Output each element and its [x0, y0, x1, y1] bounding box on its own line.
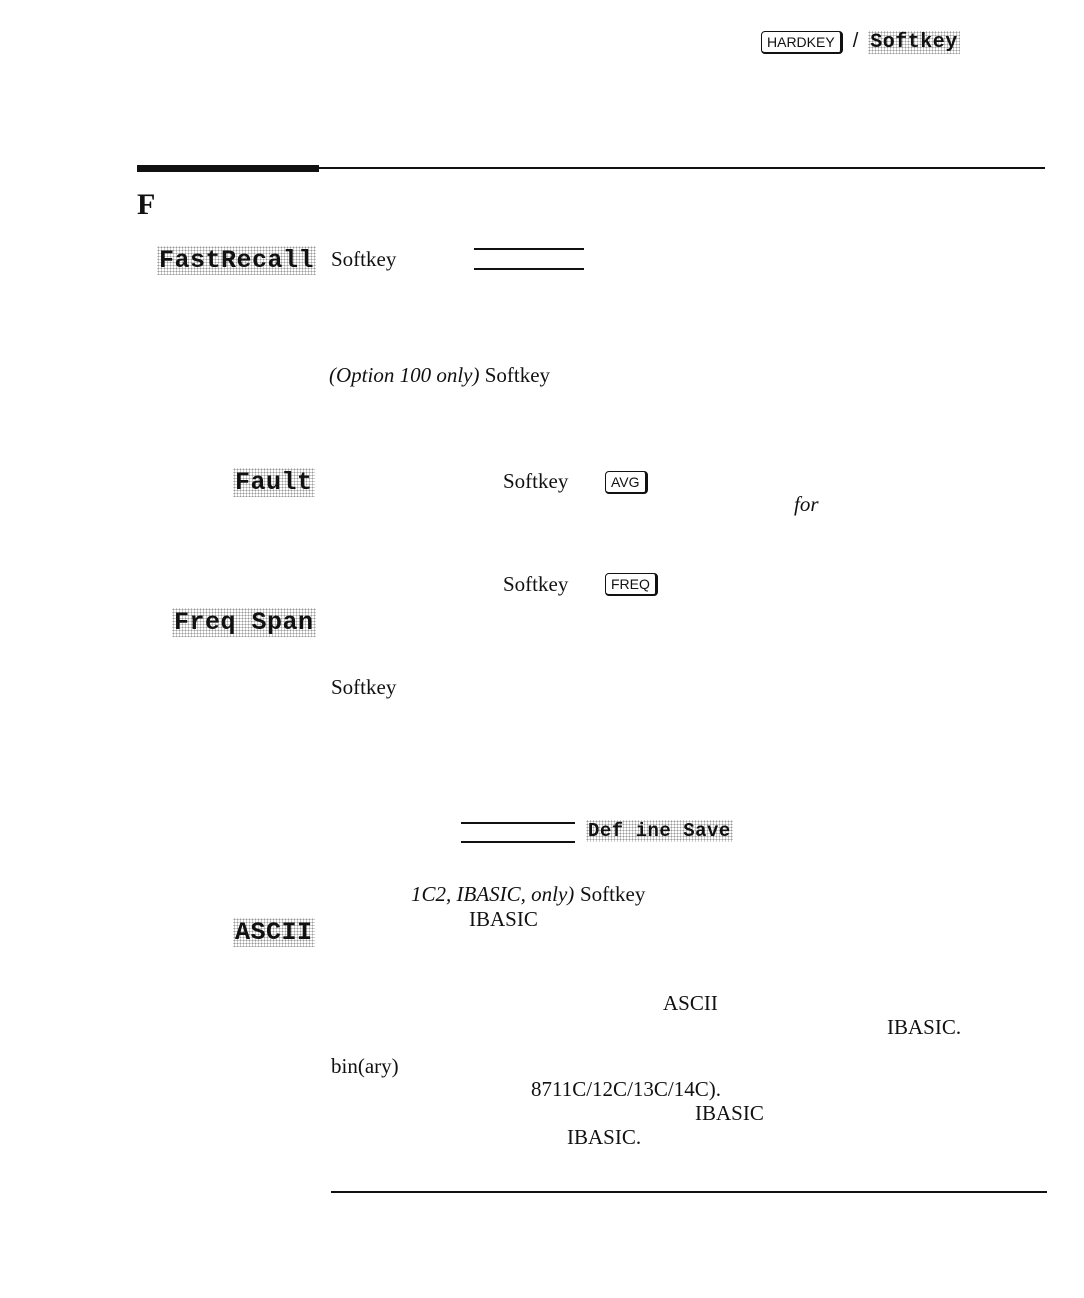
section-rule-thin [319, 167, 1045, 169]
section-rule-thick [137, 165, 319, 172]
hardkey-avg: AVG [605, 471, 648, 494]
softkey-box-top [474, 248, 584, 250]
ibasic-word-2: IBASIC. [887, 1015, 962, 1039]
softkey-legend: Softkey [870, 31, 958, 54]
entry-type-fastrecall: Softkey [331, 247, 397, 271]
softkey-box-top-2 [461, 822, 575, 824]
entry-type-ascii: Softkey [580, 882, 646, 906]
section-letter: F [137, 188, 156, 221]
softkey-define-save: Def ine Save [588, 820, 731, 842]
binary-word: bin(ary) [331, 1054, 399, 1078]
softkey-box-bottom [474, 268, 584, 270]
softkey-box-bottom-2 [461, 841, 575, 843]
footer-rule [331, 1191, 1047, 1193]
entry-name-ascii: ASCII [235, 918, 313, 947]
hardkey-freq: FREQ [605, 573, 658, 596]
entry-name-fault: Fault [235, 468, 313, 497]
ascii-word: ASCII [663, 991, 718, 1015]
option-note-ascii: 1C2, IBASIC, only) [411, 882, 575, 906]
entry-type-freq: Softkey [503, 572, 569, 596]
entry-name-fastrecall: FastRecall [159, 246, 315, 275]
entry-type-extra: Softkey [331, 675, 397, 699]
header-separator: / [852, 30, 859, 52]
ibasic-word-4: IBASIC. [567, 1125, 642, 1149]
hardkey-legend: HARDKEY [761, 31, 843, 54]
entry-name-freq-span: Freq Span [174, 608, 314, 637]
page-header [761, 30, 960, 54]
model-numbers: 8711C/12C/13C/14C). [531, 1077, 721, 1101]
option-note-fastrecall: (Option 100 only) Softkey [329, 363, 551, 387]
entry-type-fault: Softkey [503, 469, 569, 493]
ibasic-word-3: IBASIC [695, 1101, 764, 1125]
ibasic-word-1: IBASIC [469, 907, 538, 931]
word-for: for [794, 492, 819, 516]
